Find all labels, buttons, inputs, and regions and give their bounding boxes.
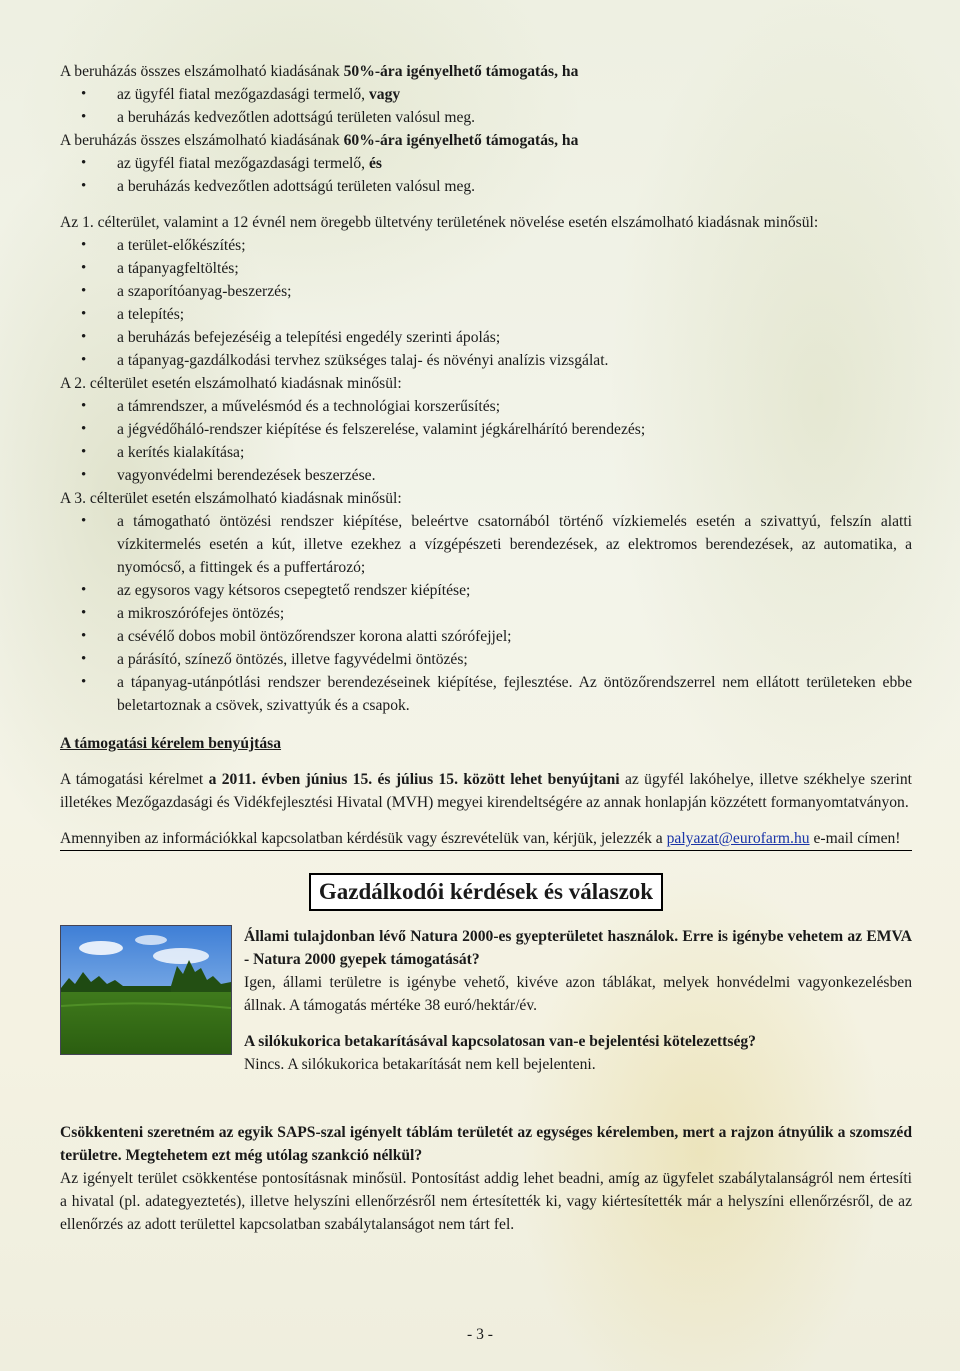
faq-answer: Az igényelt terület csökkentése pontosításnak minősül. Pontosítást addig lehet beadni, amíg az ügyfelet szabálytalanságról nem értesíti a hivatal (pl. adategyeztetés), illetve helyszíni ellenőrzésről nem értesítették ki, vagy kiértesítették már a helyszíni ellenőrzésről, de az ellenőrzés az adott területtel kapcsolatban szabálytalanságot nem tárt fel. xyxy=(60,1170,912,1233)
faq-answer: Nincs. A silókukorica betakarítását nem kell bejelenteni. xyxy=(244,1056,596,1073)
target3-intro: A 3. célterület esetén elszámolható kiadásnak minősül: xyxy=(60,490,402,507)
list-item: • a jégvédőháló-rendszer kiépítése és felszerelése, valamint jégkárelhárító berendezés; xyxy=(60,418,912,441)
target1-list xyxy=(60,234,912,372)
target2-intro: A 2. célterület esetén elszámolható kiadásnak minősül: xyxy=(60,375,402,392)
submission-text: A támogatási kérelmet a 2011. évben június 15. és július 15. között lehet benyújtani az ügyfél lakóhelye, illetve székhelye szerint illetékes Mezőgazdasági és Vidékfejlesztési Hivatal (MVH) megyei kirendeltségére az annak honlapján közzétett formanyomtatványon. xyxy=(60,771,912,811)
list-item: • a telepítés; xyxy=(60,303,912,326)
list-item: • a beruházás kedvezőtlen adottságú területen valósul meg. xyxy=(60,175,912,198)
support-60-heading: A beruházás összes elszámolható kiadásának 60%-ára igényelhető támogatás, ha xyxy=(60,132,579,149)
faq-top-questions xyxy=(244,925,912,1076)
meadow-photo xyxy=(60,925,232,1055)
list-item: • a szaporítóanyag-beszerzés; xyxy=(60,280,912,303)
faq-question: Csökkenteni szeretném az egyik SAPS-szal igényelt táblám területét az egységes kérelemben, mert a rajzon átnyúlik a szomszéd területre. Megtehetem ezt még utólag szankció nélkül? xyxy=(60,1124,912,1164)
list-item: • a tápanyag-utánpótlási rendszer berendezéseinek kiépítése, fejlesztése. Az öntözőrendszerrel nem ellátott területeken ebbe beletartoznak a csövek, szivattyúk és a csapok. xyxy=(60,671,912,717)
list-item: • az egysoros vagy kétsoros csepegtető rendszer kiépítése; xyxy=(60,579,912,602)
list-item: • a mikroszórófejes öntözés; xyxy=(60,602,912,625)
page-number: - 3 - xyxy=(467,1326,493,1343)
list-item: • az ügyfél fiatal mezőgazdasági termelő, és xyxy=(60,152,912,175)
list-item: • a kerítés kialakítása; xyxy=(60,441,912,464)
list-item: • a támogatható öntözési rendszer kiépítése, beleértve csatornából történő vízkiemelés esetén a szivattyú, felszín alatti vízkitermelés esetén a kút, illetve ezekhez a vízgépészeti berendezések, az elektromos berendezések, az automatika, a nyomócső, a fittingek és a puffertározó; xyxy=(60,510,912,579)
support-50-list xyxy=(60,83,912,129)
submission-title: A támogatási kérelem benyújtása xyxy=(60,735,282,752)
document-page xyxy=(60,60,912,1236)
contact-text: Amennyiben az információkkal kapcsolatban kérdésük vagy észrevételük van, kérjük, jelezzék a palyazat@eurofarm.hu e-mail címen! xyxy=(60,827,912,851)
list-item: • a csévélő dobos mobil öntözőrendszer korona alatti szórófejjel; xyxy=(60,625,912,648)
list-item: • a terület-előkészítés; xyxy=(60,234,912,257)
list-item: • a beruházás befejezéséig a telepítési engedély szerinti ápolás; xyxy=(60,326,912,349)
list-item: • a tápanyagfeltöltés; xyxy=(60,257,912,280)
target1-intro: Az 1. célterület, valamint a 12 évnél nem öregebb ültetvény területének növelése esetén elszámolható kiadásnak minősül: xyxy=(60,214,819,231)
faq-title: Gazdálkodói kérdések és válaszok xyxy=(309,873,663,911)
faq-answer: Igen, állami területre is igénybe vehető, kivéve azon táblákat, melyek honvédelmi vagyonkezelésben állnak. A támogatás mértéke 38 euró/hektár/év. xyxy=(244,974,912,1014)
list-item: • a támrendszer, a művelésmód és a technológiai korszerűsítés; xyxy=(60,395,912,418)
list-item: • az ügyfél fiatal mezőgazdasági termelő, vagy xyxy=(60,83,912,106)
faq-bottom-question xyxy=(60,1121,912,1236)
support-50-heading: A beruházás összes elszámolható kiadásának 50%-ára igényelhető támogatás, ha xyxy=(60,63,579,80)
list-item: • a beruházás kedvezőtlen adottságú területen valósul meg. xyxy=(60,106,912,129)
email-link[interactable]: palyazat@eurofarm.hu xyxy=(666,830,810,847)
target3-list xyxy=(60,510,912,717)
faq-question: Állami tulajdonban lévő Natura 2000-es gyepterületet használok. Erre is igénybe vehetem az EMVA - Natura 2000 gyepek támogatását? xyxy=(244,928,912,968)
faq-block xyxy=(60,925,912,1115)
list-item: • a tápanyag-gazdálkodási tervhez szükséges talaj- és növényi analízis vizsgálat. xyxy=(60,349,912,372)
support-60-list xyxy=(60,152,912,198)
list-item: • a párásító, színező öntözés, illetve fagyvédelmi öntözés; xyxy=(60,648,912,671)
list-item: • vagyonvédelmi berendezések beszerzése. xyxy=(60,464,912,487)
faq-question: A silókukorica betakarításával kapcsolatosan van-e bejelentési kötelezettség? xyxy=(244,1033,756,1050)
target2-list xyxy=(60,395,912,487)
